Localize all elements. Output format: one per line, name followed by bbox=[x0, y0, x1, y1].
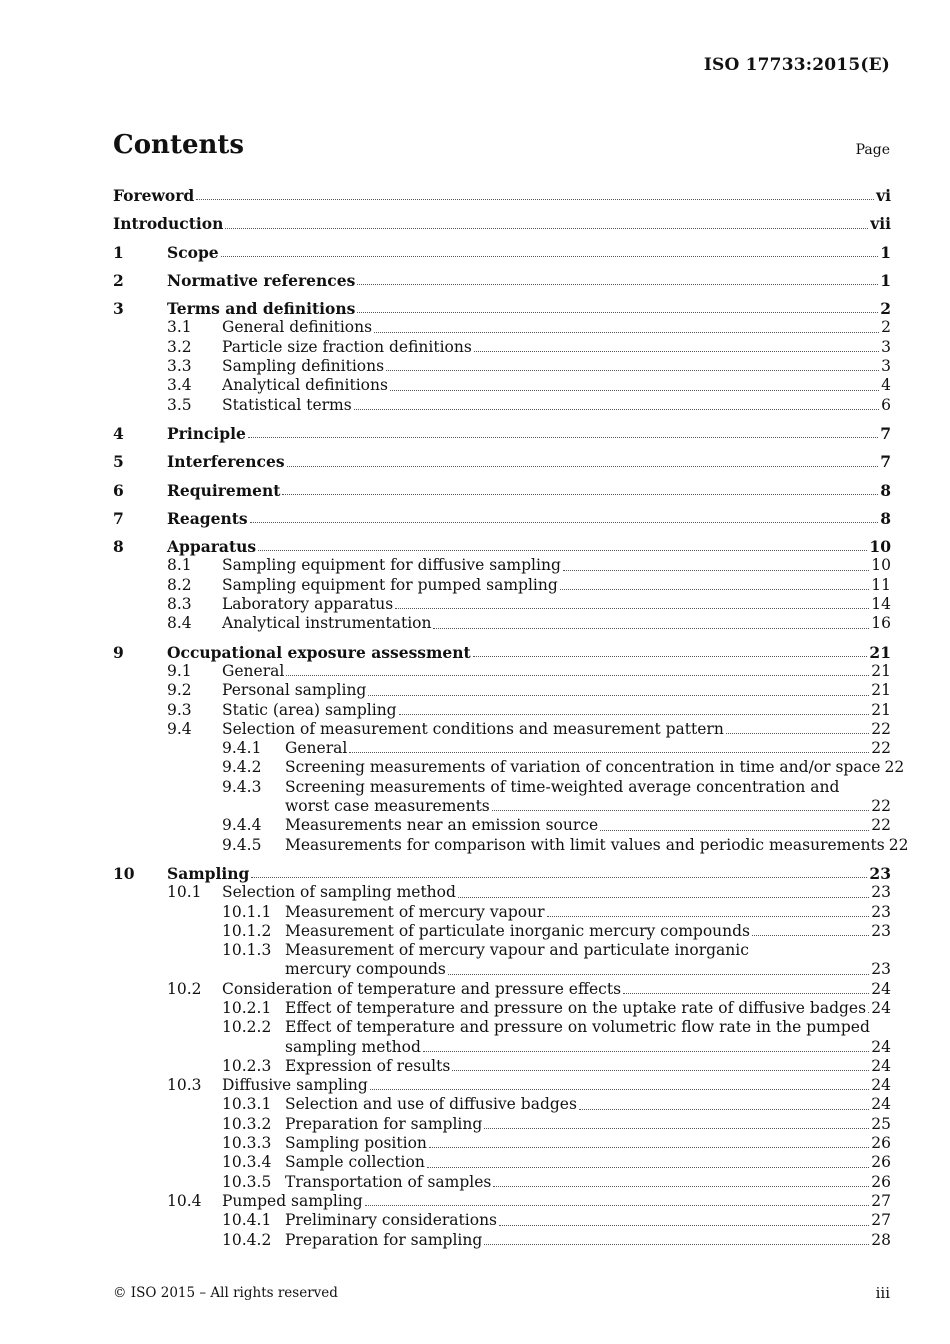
toc-entry-page[interactable]: 22 bbox=[871, 816, 891, 835]
toc-entry-number: 9.4.4 bbox=[222, 816, 262, 835]
toc-entry-title[interactable]: Measurements for comparison with limit values and periodic measurements bbox=[285, 835, 885, 854]
toc-entry[interactable] bbox=[113, 758, 905, 777]
toc-entry-page[interactable]: 23 bbox=[871, 960, 891, 979]
toc-entry-page[interactable]: 21 bbox=[869, 642, 891, 662]
toc-entry-number: 7 bbox=[113, 508, 124, 528]
toc-entry-number: 10.4.2 bbox=[222, 1230, 272, 1249]
toc-entry-number: 9.4.3 bbox=[222, 777, 262, 796]
toc-entry-page[interactable]: 22 bbox=[871, 719, 891, 738]
toc-entry-title[interactable]: Sampling position bbox=[285, 1134, 427, 1153]
toc-entry-page[interactable]: 26 bbox=[871, 1134, 891, 1153]
dot-leader bbox=[286, 674, 869, 676]
toc-entry[interactable] bbox=[113, 1095, 891, 1114]
toc-entry-page[interactable]: 24 bbox=[871, 979, 891, 998]
toc-entry-page[interactable]: 26 bbox=[871, 1153, 891, 1172]
dot-leader bbox=[390, 389, 879, 391]
toc-entry-title[interactable]: Measurements near an emission source bbox=[285, 816, 599, 835]
toc-entry-page[interactable]: 4 bbox=[881, 376, 891, 395]
toc-entry[interactable] bbox=[113, 1173, 891, 1192]
toc-entry-number: 9.2 bbox=[167, 681, 192, 700]
dot-leader bbox=[492, 809, 870, 811]
toc-entry-title[interactable]: Consideration of temperature and pressure effects bbox=[222, 979, 622, 998]
toc-entry[interactable] bbox=[113, 481, 891, 500]
toc-entry-number: 3.3 bbox=[167, 357, 192, 376]
toc-entry[interactable] bbox=[113, 720, 891, 739]
dot-leader bbox=[225, 227, 868, 229]
dot-leader bbox=[365, 1204, 870, 1206]
toc-entry-title[interactable]: Sample collection bbox=[285, 1153, 425, 1172]
toc-entry-number: 8.4 bbox=[167, 614, 192, 633]
toc-entry-page[interactable]: 10 bbox=[869, 537, 891, 557]
toc-entry-page[interactable]: 22 bbox=[888, 835, 909, 854]
dot-leader bbox=[560, 588, 869, 590]
dot-leader bbox=[600, 829, 869, 831]
toc-entry-title[interactable]: worst case measurements bbox=[285, 797, 490, 816]
dot-leader bbox=[357, 311, 878, 313]
toc-entry-number: 10.3.4 bbox=[222, 1153, 272, 1172]
toc-entry-number: 10.2 bbox=[167, 979, 202, 998]
toc-entry[interactable] bbox=[113, 681, 891, 700]
toc-entry-page[interactable]: 23 bbox=[871, 902, 891, 921]
toc-entry-number: 9.3 bbox=[167, 700, 192, 719]
toc-entry-page[interactable]: 22 bbox=[884, 758, 905, 777]
toc-entry[interactable] bbox=[113, 835, 909, 855]
toc-entry-number: 5 bbox=[113, 452, 124, 472]
dot-leader bbox=[349, 751, 869, 753]
toc-entry-number: 8.2 bbox=[167, 575, 192, 594]
toc-entry[interactable] bbox=[113, 556, 891, 575]
toc-entry[interactable] bbox=[113, 739, 891, 758]
toc-entry[interactable] bbox=[113, 576, 891, 595]
toc-entry-page[interactable]: 3 bbox=[881, 337, 891, 356]
toc-entry[interactable] bbox=[113, 424, 891, 443]
toc-entry[interactable] bbox=[113, 1153, 891, 1172]
toc-entry-title[interactable]: Measurement of mercury vapour bbox=[285, 902, 545, 921]
dot-leader bbox=[427, 1166, 869, 1168]
toc-entry-number: 8.1 bbox=[167, 556, 192, 575]
toc-entry-title[interactable]: Sampling bbox=[167, 863, 250, 883]
toc-entry-title[interactable]: Preparation for sampling bbox=[285, 1230, 483, 1249]
dot-leader bbox=[248, 436, 878, 438]
toc-entry[interactable] bbox=[113, 999, 891, 1018]
toc-entry-number: 10 bbox=[113, 863, 135, 883]
dot-leader bbox=[386, 369, 879, 371]
toc-entry-title-line1[interactable]: Screening measurements of time-weighted average concentration and bbox=[285, 777, 840, 796]
toc-entry-title[interactable]: Particle size fraction definitions bbox=[222, 337, 472, 356]
toc-entry-page[interactable]: 21 bbox=[871, 681, 891, 700]
dot-leader bbox=[484, 1127, 869, 1129]
toc-entry-title[interactable]: Personal sampling bbox=[222, 681, 367, 700]
toc-entry[interactable] bbox=[113, 1115, 891, 1134]
toc-entry-title[interactable]: General definitions bbox=[222, 318, 373, 337]
toc-entry-page[interactable]: 22 bbox=[871, 739, 891, 758]
toc-entry[interactable] bbox=[113, 595, 891, 614]
toc-entry-page[interactable]: vi bbox=[876, 186, 891, 205]
toc-entry-title[interactable]: sampling method bbox=[285, 1037, 421, 1056]
toc-entry-number: 10.3 bbox=[167, 1076, 202, 1095]
toc-entry-title[interactable]: General bbox=[222, 661, 285, 680]
toc-entry-title[interactable]: Foreword bbox=[113, 186, 195, 205]
toc-entry[interactable] bbox=[113, 338, 891, 357]
dot-leader bbox=[368, 694, 869, 696]
dot-leader bbox=[868, 1011, 869, 1013]
toc-entry-number: 3.1 bbox=[167, 318, 192, 337]
toc-entry-page[interactable]: vii bbox=[870, 214, 891, 234]
toc-entry-number: 10.1.1 bbox=[222, 902, 272, 921]
toc-entry-page[interactable]: 21 bbox=[871, 700, 891, 719]
toc-entry-number: 10.1.3 bbox=[222, 941, 272, 960]
dot-leader bbox=[374, 331, 879, 333]
page-column-label: Page bbox=[855, 142, 890, 158]
toc-entry-number: 10.4 bbox=[167, 1191, 202, 1210]
toc-entry-page[interactable]: 26 bbox=[871, 1172, 891, 1191]
toc-entry-page[interactable]: 22 bbox=[871, 797, 891, 816]
dot-leader bbox=[423, 1050, 869, 1052]
dot-leader bbox=[473, 655, 868, 657]
toc-entry[interactable] bbox=[113, 701, 891, 720]
toc-entry-title[interactable]: Requirement bbox=[167, 480, 281, 500]
toc-entry-title[interactable]: Reagents bbox=[167, 508, 248, 528]
toc-entry-number: 6 bbox=[113, 480, 124, 500]
dot-leader bbox=[433, 627, 869, 629]
toc-entry-title-line1[interactable]: Measurement of mercury vapour and particulate inorganic bbox=[285, 941, 749, 960]
dot-leader bbox=[452, 1069, 869, 1071]
toc-entry-page[interactable]: 11 bbox=[871, 575, 891, 594]
toc-entry-number: 1 bbox=[113, 242, 124, 262]
toc-entry[interactable] bbox=[113, 980, 891, 999]
dot-leader bbox=[726, 732, 869, 734]
toc-entry[interactable] bbox=[113, 797, 891, 816]
dot-leader bbox=[458, 896, 869, 898]
toc-entry[interactable] bbox=[113, 1038, 891, 1057]
toc-entry-page[interactable]: 24 bbox=[871, 1076, 891, 1095]
toc-entry-number: 10.1 bbox=[167, 883, 202, 902]
toc-entry-page[interactable]: 25 bbox=[871, 1114, 891, 1133]
toc-entry-title[interactable]: Preliminary considerations bbox=[285, 1211, 498, 1230]
toc-entry-title[interactable]: Interferences bbox=[167, 452, 285, 472]
toc-entry-number: 9.1 bbox=[167, 661, 192, 680]
toc-entry-title[interactable]: Screening measurements of variation of concentration in time and/or space bbox=[285, 758, 881, 777]
toc-entry-title[interactable]: Effect of temperature and pressure on the uptake rate of diffusive badges bbox=[285, 998, 867, 1017]
dot-leader bbox=[493, 1185, 869, 1187]
toc-entry-page[interactable]: 23 bbox=[871, 921, 891, 940]
toc-entry-page[interactable]: 27 bbox=[871, 1211, 891, 1230]
toc-entry-title[interactable]: Diffusive sampling bbox=[222, 1076, 368, 1095]
toc-entry-number: 2 bbox=[113, 270, 124, 290]
toc-entry-number: 9.4 bbox=[167, 719, 192, 738]
toc-entry-number: 9 bbox=[113, 642, 124, 662]
dot-leader bbox=[282, 493, 878, 495]
toc-entry[interactable] bbox=[113, 662, 891, 681]
toc-entry[interactable] bbox=[113, 903, 891, 922]
dot-leader bbox=[354, 408, 879, 410]
toc-entry-page[interactable]: 21 bbox=[871, 661, 891, 680]
toc-entry[interactable] bbox=[113, 376, 891, 395]
toc-entry-page[interactable]: 27 bbox=[871, 1191, 891, 1210]
dot-leader bbox=[474, 350, 879, 352]
toc-entry[interactable] bbox=[113, 960, 891, 979]
toc-entry-title[interactable]: Selection of measurement conditions and measurement pattern bbox=[222, 719, 724, 738]
toc-entry-number: 10.2.3 bbox=[222, 1056, 272, 1075]
page-number: iii bbox=[875, 1284, 890, 1302]
toc-entry-page[interactable]: 14 bbox=[871, 595, 891, 614]
toc-entry-wrapped-line bbox=[113, 1018, 891, 1037]
toc-entry-page[interactable]: 24 bbox=[871, 1095, 891, 1114]
toc-entry-title[interactable]: Selection and use of diffusive badges bbox=[285, 1095, 577, 1114]
toc-entry-title[interactable]: Introduction bbox=[113, 214, 224, 234]
toc-entry[interactable] bbox=[113, 1231, 891, 1250]
toc-entry-number: 3.4 bbox=[167, 376, 192, 395]
toc-entry-page[interactable]: 8 bbox=[880, 508, 891, 528]
toc-entry[interactable] bbox=[113, 243, 891, 262]
toc-entry-number: 4 bbox=[113, 423, 124, 443]
toc-entry[interactable] bbox=[113, 883, 891, 902]
dot-leader bbox=[250, 521, 879, 523]
toc-entry-page[interactable]: 24 bbox=[871, 1037, 891, 1056]
toc-entry[interactable] bbox=[113, 864, 891, 883]
toc-entry-title[interactable]: Pumped sampling bbox=[222, 1191, 363, 1210]
toc-entry-page[interactable]: 8 bbox=[880, 480, 891, 500]
toc-entry[interactable] bbox=[113, 299, 891, 318]
toc-entry-number: 9.4.1 bbox=[222, 739, 262, 758]
toc-entry[interactable] bbox=[113, 1057, 891, 1076]
dot-leader bbox=[251, 876, 867, 878]
dot-leader bbox=[258, 549, 867, 551]
toc-entry-title[interactable]: Principle bbox=[167, 423, 246, 443]
dot-leader bbox=[429, 1146, 869, 1148]
toc-entry-title[interactable]: Scope bbox=[167, 242, 219, 262]
toc-entry[interactable] bbox=[113, 186, 891, 205]
toc-entry-page[interactable]: 2 bbox=[880, 299, 891, 319]
dot-leader bbox=[752, 934, 869, 936]
toc-entry-page[interactable]: 23 bbox=[871, 883, 891, 902]
toc-entry-title[interactable]: Sampling equipment for diffusive sampling bbox=[222, 556, 561, 575]
toc-entry-page[interactable]: 24 bbox=[871, 1056, 891, 1075]
dot-leader bbox=[499, 1224, 869, 1226]
dot-leader bbox=[579, 1108, 869, 1110]
toc-entry-number: 8.3 bbox=[167, 595, 192, 614]
toc-entry-wrapped-line bbox=[113, 941, 891, 960]
toc-entry-number: 10.4.1 bbox=[222, 1211, 272, 1230]
page-title: Contents bbox=[113, 130, 245, 160]
toc-entry-title[interactable]: Static (area) sampling bbox=[222, 700, 397, 719]
toc-entry-number: 10.3.5 bbox=[222, 1172, 272, 1191]
dot-leader bbox=[221, 255, 879, 257]
toc-entry[interactable] bbox=[113, 1211, 891, 1230]
toc-entry[interactable] bbox=[113, 537, 891, 556]
dot-leader bbox=[370, 1088, 869, 1090]
standard-id: ISO 17733:2015(E) bbox=[703, 55, 890, 75]
toc-entry-page[interactable]: 2 bbox=[881, 318, 891, 337]
toc-entry-title[interactable]: Sampling definitions bbox=[222, 357, 385, 376]
toc-entry-number: 9.4.5 bbox=[222, 835, 262, 854]
toc-entry[interactable] bbox=[113, 452, 891, 471]
toc-entry[interactable] bbox=[113, 1076, 891, 1095]
dot-leader bbox=[623, 992, 869, 994]
toc-entry-title[interactable]: Analytical definitions bbox=[222, 376, 388, 395]
toc-entry-number: 10.3.3 bbox=[222, 1134, 272, 1153]
dot-leader bbox=[287, 465, 879, 467]
toc-entry[interactable] bbox=[113, 1192, 891, 1211]
toc-entry-page[interactable]: 23 bbox=[869, 863, 891, 883]
toc-entry[interactable] bbox=[113, 816, 891, 835]
toc-entry-page[interactable]: 16 bbox=[871, 614, 891, 633]
toc-entry-page[interactable]: 24 bbox=[871, 998, 891, 1017]
toc-entry[interactable] bbox=[113, 922, 891, 941]
dot-leader bbox=[196, 198, 874, 200]
toc-entry-number: 10.1.2 bbox=[222, 921, 272, 940]
toc-entry-page[interactable]: 6 bbox=[881, 395, 891, 414]
toc-entry-title[interactable]: Statistical terms bbox=[222, 395, 352, 414]
toc-entry[interactable] bbox=[113, 271, 891, 290]
toc-entry[interactable] bbox=[113, 214, 891, 233]
dot-leader bbox=[448, 973, 869, 975]
toc-entry-title[interactable]: Occupational exposure assessment bbox=[167, 642, 471, 662]
toc-entry-page[interactable]: 7 bbox=[880, 452, 891, 472]
toc-entry-title[interactable]: Laboratory apparatus bbox=[222, 595, 394, 614]
toc-entry-number: 9.4.2 bbox=[222, 758, 262, 777]
toc-entry-title[interactable]: mercury compounds bbox=[285, 960, 446, 979]
toc-entry-wrapped-line bbox=[113, 778, 891, 797]
toc-entry-title[interactable]: Normative references bbox=[167, 270, 356, 290]
toc-entry-page[interactable]: 7 bbox=[880, 423, 891, 443]
toc-entry-number: 3.2 bbox=[167, 337, 192, 356]
toc-entry-page[interactable]: 10 bbox=[871, 556, 891, 575]
toc-entry-page[interactable]: 1 bbox=[880, 242, 891, 262]
toc-entry[interactable] bbox=[113, 1134, 891, 1153]
toc-entry-title[interactable]: Expression of results bbox=[285, 1056, 451, 1075]
dot-leader bbox=[399, 713, 870, 715]
toc-entry-title-line1[interactable]: Effect of temperature and pressure on volumetric flow rate in the pumped bbox=[285, 1018, 870, 1037]
toc-entry-title[interactable]: General bbox=[285, 739, 348, 758]
toc-entry-title[interactable]: Transportation of samples bbox=[285, 1172, 492, 1191]
toc-entry-number: 10.2.1 bbox=[222, 998, 272, 1017]
toc-entry[interactable] bbox=[113, 643, 891, 662]
toc-entry-page[interactable]: 3 bbox=[881, 357, 891, 376]
toc-entry-title[interactable]: Preparation for sampling bbox=[285, 1114, 483, 1133]
toc-entry-number: 10.3.2 bbox=[222, 1114, 272, 1133]
toc-entry[interactable] bbox=[113, 396, 891, 415]
toc-entry-title[interactable]: Terms and definitions bbox=[167, 299, 356, 319]
toc-entry-title[interactable]: Selection of sampling method bbox=[222, 883, 456, 902]
toc-entry-title[interactable]: Analytical instrumentation bbox=[222, 614, 432, 633]
toc-entry[interactable] bbox=[113, 614, 891, 633]
dot-leader bbox=[563, 569, 869, 571]
dot-leader bbox=[357, 283, 878, 285]
toc-entry-number: 10.3.1 bbox=[222, 1095, 272, 1114]
toc-entry-number: 8 bbox=[113, 537, 124, 557]
copyright-notice: © ISO 2015 – All rights reserved bbox=[113, 1285, 338, 1301]
toc-entry-page[interactable]: 1 bbox=[880, 270, 891, 290]
toc-entry-number: 3.5 bbox=[167, 395, 192, 414]
toc-entry-title[interactable]: Apparatus bbox=[167, 537, 257, 557]
dot-leader bbox=[484, 1243, 869, 1245]
toc-entry-number: 3 bbox=[113, 299, 124, 319]
table-of-contents bbox=[113, 186, 909, 1250]
toc-entry[interactable] bbox=[113, 318, 891, 337]
toc-entry-title[interactable]: Sampling equipment for pumped sampling bbox=[222, 575, 558, 594]
toc-entry[interactable] bbox=[113, 509, 891, 528]
toc-entry-page[interactable]: 28 bbox=[871, 1230, 891, 1249]
toc-entry-number: 10.2.2 bbox=[222, 1018, 272, 1037]
toc-entry[interactable] bbox=[113, 357, 891, 376]
toc-entry-title[interactable]: Measurement of particulate inorganic mercury compounds bbox=[285, 921, 750, 940]
dot-leader bbox=[547, 915, 870, 917]
dot-leader bbox=[395, 607, 869, 609]
